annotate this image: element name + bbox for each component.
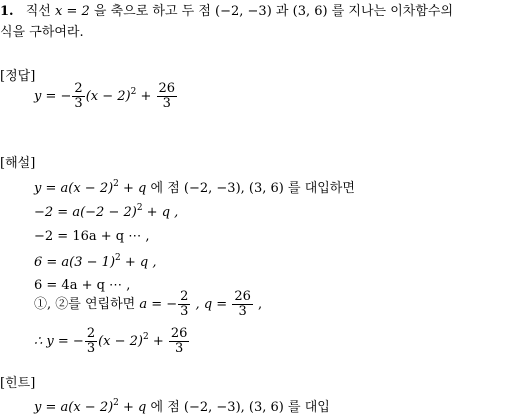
point-1: (−2, −3) <box>215 4 272 19</box>
problem-text: 을 축으로 하고 두 점 <box>93 4 211 19</box>
fraction: $\frac{26}{3}$ <box>170 326 188 356</box>
solution-line-7: ∴ y = − $\frac{2}{3}$ $(x - 2)^2$ + $\frac{26}{3}$ <box>34 326 188 356</box>
hint-label: [힌트] <box>0 376 36 391</box>
answer-formula <box>34 82 178 111</box>
answer-term: (x − 2) <box>85 89 131 104</box>
solution-label: [해설] <box>0 156 36 171</box>
problem-line-2: 식을 구하여라. <box>0 25 84 40</box>
fraction: $\frac{2}{3}$ <box>180 289 189 319</box>
fraction: $\frac{2}{3}$ <box>74 81 83 111</box>
problem-line-1 <box>0 0 453 19</box>
fraction: $\frac{26}{3}$ <box>158 81 176 111</box>
solution-line-5: 6 = 4a + q ⋯ , <box>34 278 131 293</box>
fraction: $\frac{26}{3}$ <box>234 289 251 319</box>
fraction: $\frac{2}{3}$ <box>86 326 96 356</box>
solution-line-6: ①, ②를 연립하면 a = − $\frac{2}{3}$ , q = $\frac{26}{3}$ , <box>34 289 263 319</box>
problem-text: 과 <box>275 4 289 19</box>
answer-term: y = − <box>34 89 72 104</box>
problem-text: 직선 <box>25 4 51 19</box>
solution-line-3: −2 = 16a + q ⋯ , <box>34 229 150 244</box>
exponent: 2 <box>130 87 137 97</box>
hint-line: $y = a(x - 2)^2 + q$ 에 점 (−2, −3), (3, 6) 를 대입 <box>34 398 330 415</box>
solution-line-1: $y = a(x - 2)^2 + q$ 에 점 (−2, −3), (3, 6) 를 대입하면 <box>34 179 355 196</box>
plus-sign: + <box>136 89 156 104</box>
answer-label: [정답] <box>0 69 36 84</box>
problem-number: 1. <box>0 4 14 19</box>
solution-line-4: $6 = a(3 - 1)^2 + q$ , <box>34 253 157 270</box>
solution-line-2: $-2 = a(-2 - 2)^2 + q$ , <box>34 203 179 220</box>
problem-text: 를 지나는 이차함수의 <box>331 4 454 19</box>
point-2: (3, 6) <box>292 4 328 19</box>
axis-condition: x = 2 <box>54 4 90 19</box>
